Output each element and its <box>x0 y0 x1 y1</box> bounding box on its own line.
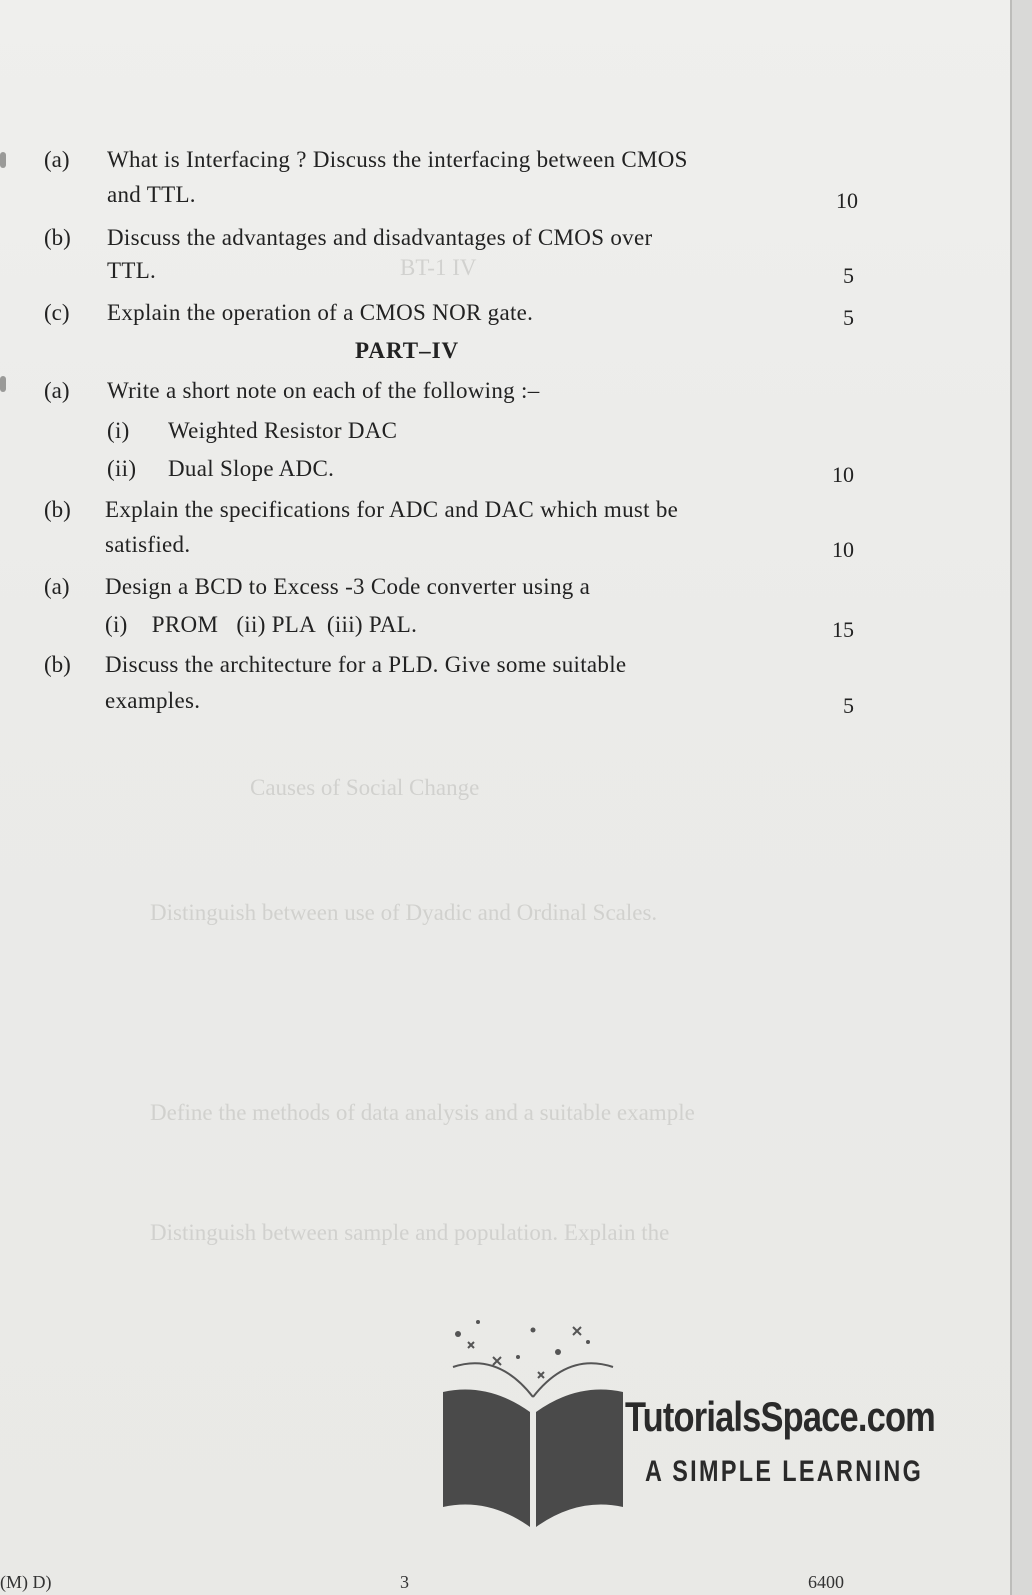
sub-item-text: Weighted Resistor DAC <box>168 418 398 443</box>
question-label: (a) <box>44 147 70 172</box>
section-heading: PART–IV <box>355 338 460 363</box>
question-label: (a) <box>44 378 70 403</box>
footer-serial: 6400 <box>808 1572 844 1592</box>
question-label: (c) <box>44 300 70 325</box>
question-label: (b) <box>44 225 71 250</box>
brand-tagline: A SIMPLE LEARNING <box>645 1455 924 1488</box>
question-text: TTL. <box>107 258 157 283</box>
question-marks: 15 <box>832 617 854 642</box>
bleed-through-text: Causes of Social Change <box>250 775 480 800</box>
footer-code: (M) D) <box>0 1572 52 1592</box>
edge-mark <box>0 152 6 168</box>
question-text: Write a short note on each of the following :– <box>107 378 540 403</box>
brand-logo <box>625 1393 1003 1489</box>
question-label: (b) <box>44 652 71 677</box>
question-marks: 5 <box>843 263 854 288</box>
question-text: Explain the specifications for ADC and DAC which must be <box>105 497 679 522</box>
question-marks: 5 <box>843 305 854 330</box>
question-marks: 5 <box>843 693 854 718</box>
bleed-through-text: Distinguish between sample and population. Explain the <box>150 1220 670 1245</box>
sub-item-text: Dual Slope ADC. <box>168 456 335 481</box>
question-marks: 10 <box>832 462 854 487</box>
question-text: Discuss the advantages and disadvantages of CMOS over <box>107 225 653 250</box>
bleed-through-text: Distinguish between use of Dyadic and Ordinal Scales. <box>150 900 658 925</box>
page-number: 3 <box>400 1572 409 1592</box>
question-label: (a) <box>44 574 70 599</box>
question-options: (i) PROM (ii) PLA (iii) PAL. <box>105 612 418 637</box>
question-text: Explain the operation of a CMOS NOR gate. <box>107 300 534 325</box>
sub-item-number: (ii) <box>107 456 137 481</box>
question-text: Discuss the architecture for a PLD. Give some suitable <box>105 652 627 677</box>
edge-mark <box>0 376 6 392</box>
bleed-through-text: Define the methods of data analysis and a suitable example <box>150 1100 695 1125</box>
sub-item-number: (i) <box>107 418 130 443</box>
question-marks: 10 <box>836 188 858 213</box>
question-marks: 10 <box>832 537 854 562</box>
bleed-through-text: BT-1 IV <box>400 255 477 280</box>
question-text: What is Interfacing ? Discuss the interfacing between CMOS <box>107 147 688 172</box>
question-label: (b) <box>44 497 71 522</box>
question-text: and TTL. <box>107 182 196 207</box>
book-logo-icon <box>438 1312 628 1532</box>
question-text: satisfied. <box>105 532 191 557</box>
question-text: Design a BCD to Excess -3 Code converter using a <box>105 574 591 599</box>
brand-name: TutorialsSpace.com <box>625 1393 935 1440</box>
question-text: examples. <box>105 688 201 713</box>
